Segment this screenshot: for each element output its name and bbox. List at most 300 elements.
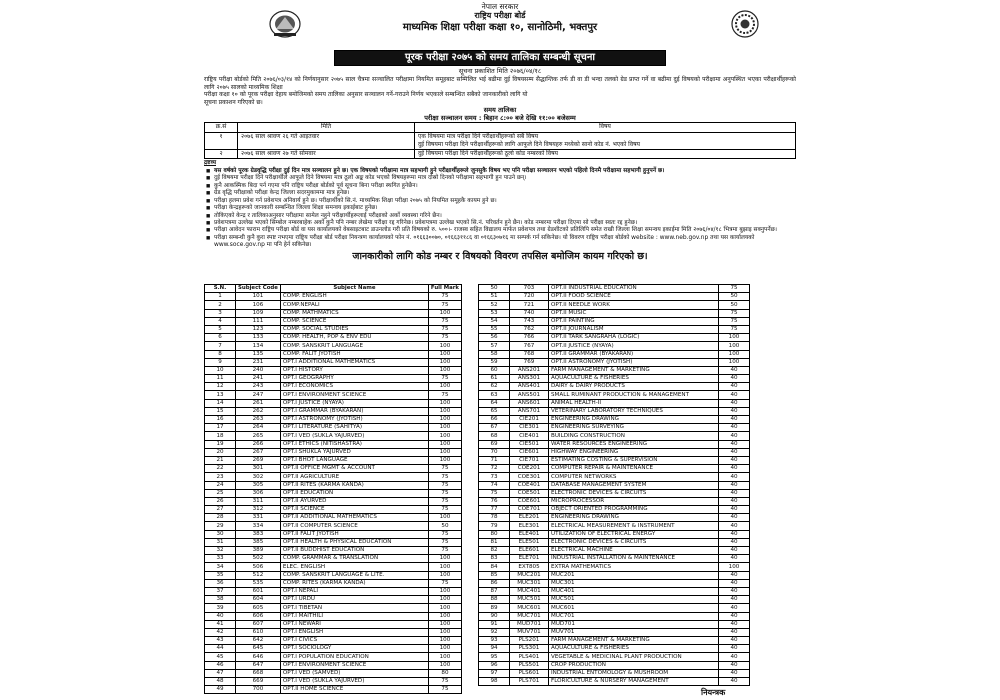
cell-code: MUC301 <box>510 579 549 587</box>
cell-code: COE201 <box>510 465 549 473</box>
cell-mark: 100 <box>719 342 750 350</box>
cell-sn: 94 <box>479 645 510 653</box>
cell-name: OPT.I HISTORY <box>280 366 428 374</box>
table-row <box>479 669 750 677</box>
cell-sn: 9 <box>205 358 236 366</box>
cell-mark: 75 <box>428 686 461 694</box>
note-item: ■ ग्रेड वृद्धि परीक्षाको परीक्षा केन्द्र जिल्ला सदरमुकाममा मात्र हुनेछ। <box>214 190 796 197</box>
info-heading: जानकारीको लागि कोड नम्बर र विषयको विवरण तपसिल बमोजिम कायम गरिएको छ। <box>352 250 648 262</box>
cell-mark: 40 <box>719 579 750 587</box>
cell-sn: 46 <box>205 661 236 669</box>
table-row <box>479 678 750 686</box>
cell-sn: 81 <box>479 538 510 546</box>
cell-name: COMP. RITES (KARMA KANDA) <box>280 579 428 587</box>
cell-code: PLS401 <box>510 653 549 661</box>
cell-code: 721 <box>510 301 549 309</box>
table-row <box>205 579 462 587</box>
cell-mark: 100 <box>428 661 461 669</box>
cell-code: MUC501 <box>510 596 549 604</box>
table-row <box>479 440 750 448</box>
cell-mark: 40 <box>719 555 750 563</box>
table-row <box>205 448 462 456</box>
neb-logo-icon <box>728 9 762 39</box>
cell-mark: 100 <box>428 637 461 645</box>
cell-name: COMPUTER NETWORKS <box>549 473 719 481</box>
cell-sn: 61 <box>479 375 510 383</box>
cell-code: ANS401 <box>510 383 549 391</box>
cell-mark: 75 <box>428 497 461 505</box>
note-item: ■ परीक्षा हलमा प्रवेश गर्न प्रवेशपत्र अनिवार्य हुने छ। परीक्षार्थीको सि.नं. माध्यमिक शिक्षा परीक्षा २०७५ को नियमित समूहकै कायम हुने छ। <box>214 198 796 205</box>
cell-code: 389 <box>236 547 281 555</box>
table-row <box>479 547 750 555</box>
table-row <box>205 604 462 612</box>
cell-name: OPT.II COMPUTER SCIENCE <box>280 522 428 530</box>
cell-code: 606 <box>236 612 281 620</box>
cell-name: MUV701 <box>549 628 719 636</box>
cell-mark: 100 <box>428 342 461 350</box>
cell-code: 231 <box>236 358 281 366</box>
cell-sn: 70 <box>479 448 510 456</box>
cell-mark: 40 <box>719 448 750 456</box>
table-row <box>205 538 462 546</box>
cell-mark: 40 <box>719 407 750 415</box>
cell-name: OPT.I ENVIRONMENT SCIENCE <box>280 391 428 399</box>
cell-name: MUC401 <box>549 587 719 595</box>
notice-title: पूरक परीक्षा २०७५ को समय तालिका सम्बन्धी सूचना <box>334 50 666 66</box>
cell-sn: 40 <box>205 612 236 620</box>
cell-code: 646 <box>236 653 281 661</box>
table-row <box>205 669 462 677</box>
table-row <box>205 293 462 301</box>
cell-sn: 26 <box>205 497 236 505</box>
cell-code: ANS601 <box>510 399 549 407</box>
table-row <box>205 473 462 481</box>
subject-table-right <box>478 284 750 686</box>
table-row <box>205 563 462 571</box>
cell-name: ENGINEERING SURVEYING <box>549 424 719 432</box>
table-row <box>205 628 462 636</box>
cell-mark: 40 <box>719 678 750 686</box>
cell-sn: 4 <box>205 317 236 325</box>
cell-code: 720 <box>510 293 549 301</box>
cell-mark: 40 <box>719 645 750 653</box>
cell-sn: 11 <box>205 375 236 383</box>
cell-sn: 52 <box>479 301 510 309</box>
table-row <box>205 555 462 563</box>
cell-name: COMP. FALIT JYOTISH <box>280 350 428 358</box>
cell-sn: 48 <box>205 678 236 686</box>
cell-name: ANIMAL HEALTH-II <box>549 399 719 407</box>
cell-name: AQUACULTURE & FISHERIES <box>549 375 719 383</box>
cell-code: 247 <box>236 391 281 399</box>
cell-name: MICROPROCESSOR <box>549 497 719 505</box>
cell-sn: 27 <box>205 506 236 514</box>
cell-sn: 28 <box>205 514 236 522</box>
govt-name: नेपाल सरकार <box>481 2 519 11</box>
cell-sn: 53 <box>479 309 510 317</box>
cell-mark: 40 <box>719 399 750 407</box>
cell-sn: 65 <box>479 407 510 415</box>
table-row <box>479 301 750 309</box>
cell-name: OPT.I MAITHILI <box>280 612 428 620</box>
table-row <box>479 350 750 358</box>
cell-code: COE501 <box>510 489 549 497</box>
note-item: ■ यस वर्षको पूरक ग्रेडवृद्धि परीक्षा दुई दिन मात्र सञ्चालन हुने छ। एक विषयको परीक्षामा मात्र सहभागी हुने परीक्षार्थीहरूले जुनसुकै विषय भए पनि परीक्षा सञ्चालन भएको पहिलो दिनमै परीक्षामा सहभागी हुनुपर्ने छ। <box>214 168 796 175</box>
cell-mark: 75 <box>428 506 461 514</box>
note-item: ■ दुई विषयमा परीक्षा दिने परीक्षार्थीले आफूले दिने विषयमा मात्र ठूलो अङ्क कोड भएको विषयहरूमा मात्र दोस्रो दिनको परीक्षामा सहभागी हुन पाउने छन्। <box>214 175 796 182</box>
schedule-subject <box>415 132 796 149</box>
cell-name: OPT.I ETHICS (NITISHASTRA) <box>280 440 428 448</box>
cell-code: CIE501 <box>510 440 549 448</box>
cell-sn: 69 <box>479 440 510 448</box>
cell-sn: 29 <box>205 522 236 530</box>
cell-mark: 75 <box>428 317 461 325</box>
cell-mark: 40 <box>719 620 750 628</box>
cell-mark: 100 <box>428 645 461 653</box>
cell-name: SMALL RUMINANT PRODUCTION & MANAGEMENT <box>549 391 719 399</box>
table-row <box>205 637 462 645</box>
cell-code: PLS601 <box>510 669 549 677</box>
cell-name: AQUACULTURE & FISHERIES <box>549 645 719 653</box>
table-row <box>479 448 750 456</box>
cell-name: OPT.II GRAMMAR (BYAKARAN) <box>549 350 719 358</box>
cell-name: FLORICULTURE & NURSERY MANAGEMENT <box>549 678 719 686</box>
cell-name: INDUSTRIAL INSTALLATION & MAINTENANCE <box>549 555 719 563</box>
cell-sn: 97 <box>479 669 510 677</box>
cell-sn: 38 <box>205 596 236 604</box>
cell-code: 605 <box>236 604 281 612</box>
intro-line: परीक्षा कक्षा १० को पूरक परीक्षा देहाय बमोजिमको समय तालिका अनुसार सञ्चालन गर्ने-गराउने निर्णय भएकाले सम्बन्धित सबैको जानकारीको लागि यो <box>204 91 528 99</box>
table-row <box>205 465 462 473</box>
cell-name: COMP. SCIENCE <box>280 317 428 325</box>
cell-sn: 30 <box>205 530 236 538</box>
cell-mark: 40 <box>719 424 750 432</box>
table-row <box>479 563 750 571</box>
cell-name: COMP. MATHMATICS <box>280 309 428 317</box>
cell-code: 267 <box>236 448 281 456</box>
cell-code: 109 <box>236 309 281 317</box>
cell-name: OPT.I ENVIRONMENT SCIENCE <box>280 661 428 669</box>
schedule-header <box>205 123 796 133</box>
cell-sn: 16 <box>205 416 236 424</box>
cell-code: ANS501 <box>510 391 549 399</box>
table-row <box>479 497 750 505</box>
cell-name: OPT.II FOOD SCIENCE <box>549 293 719 301</box>
table-row <box>479 366 750 374</box>
cell-sn: 96 <box>479 661 510 669</box>
table-row <box>479 571 750 579</box>
table-row <box>479 465 750 473</box>
cell-name: OPT.II NEEDLE WORK <box>549 301 719 309</box>
cell-name: OPT.II HOME SCIENCE <box>280 686 428 694</box>
cell-sn: 25 <box>205 489 236 497</box>
cell-sn: 33 <box>205 555 236 563</box>
cell-sn: 67 <box>479 424 510 432</box>
cell-code: 743 <box>510 317 549 325</box>
cell-code: MUC701 <box>510 612 549 620</box>
cell-mark: 40 <box>719 628 750 636</box>
government-emblem-icon <box>268 9 302 39</box>
cell-name: OPT.II RITES (KARMA KANDA) <box>280 481 428 489</box>
cell-mark: 75 <box>428 293 461 301</box>
col-date: मिति <box>238 123 415 133</box>
table-row <box>479 309 750 317</box>
cell-mark: 40 <box>719 530 750 538</box>
cell-mark: 50 <box>428 522 461 530</box>
cell-sn: 31 <box>205 538 236 546</box>
table-row <box>205 571 462 579</box>
cell-mark: 75 <box>428 334 461 342</box>
cell-name: COMP. ENGLISH <box>280 293 428 301</box>
cell-sn: 3 <box>205 309 236 317</box>
cell-name: OPT.I NEPALI <box>280 587 428 595</box>
cell-sn: 23 <box>205 473 236 481</box>
cell-sn: 71 <box>479 456 510 464</box>
cell-code: COE401 <box>510 481 549 489</box>
published-date: सूचना प्रकाशित मिति २०७६/०४/१८ <box>458 67 542 75</box>
cell-mark: 40 <box>719 456 750 464</box>
cell-name: OPT.II ADDITIONAL MATHEMATICS <box>280 514 428 522</box>
cell-name: OPT.II JOURNALISM <box>549 325 719 333</box>
table-row <box>479 612 750 620</box>
intro-line: सूचना प्रकाशन गरिएको छ। <box>204 98 263 106</box>
cell-sn: 24 <box>205 481 236 489</box>
col-sn: क्र.सं <box>205 123 238 133</box>
note-item: ■ कुनै आकस्मिक बिदा पर्न गएमा पनि राष्ट्रिय परीक्षा बोर्डको पूर्व सूचना बिना परीक्षा स्थगित हुनेछैन। <box>214 183 796 190</box>
cell-mark: 50 <box>719 293 750 301</box>
cell-code: PLS701 <box>510 678 549 686</box>
table-row <box>479 514 750 522</box>
table-row <box>205 424 462 432</box>
cell-sn: 51 <box>479 293 510 301</box>
table-row <box>205 522 462 530</box>
cell-code: CIE601 <box>510 448 549 456</box>
cell-mark: 100 <box>428 555 461 563</box>
cell-mark: 40 <box>719 514 750 522</box>
cell-name: MUC601 <box>549 604 719 612</box>
cell-name: OPT.I VED (SUKLA YAJURVED) <box>280 678 428 686</box>
table-row <box>479 473 750 481</box>
cell-name: ELECTRICAL MEASUREMENT & INSTRUMENT <box>549 522 719 530</box>
cell-mark: 100 <box>428 604 461 612</box>
cell-name: OPT.I ECONOMICS <box>280 383 428 391</box>
cell-mark: 100 <box>428 358 461 366</box>
cell-code: 101 <box>236 293 281 301</box>
notice-document <box>196 0 804 700</box>
cell-mark: 40 <box>719 489 750 497</box>
cell-code: MUV701 <box>510 628 549 636</box>
cell-sn: 66 <box>479 416 510 424</box>
table-row <box>479 334 750 342</box>
cell-code: 269 <box>236 456 281 464</box>
table-row <box>479 522 750 530</box>
cell-sn: 89 <box>479 604 510 612</box>
schedule-title: समय तालिका <box>483 106 517 115</box>
cell-sn: 59 <box>479 358 510 366</box>
cell-code: 669 <box>236 678 281 686</box>
cell-code: 767 <box>510 342 549 350</box>
cell-sn: 34 <box>205 563 236 571</box>
cell-mark: 40 <box>719 497 750 505</box>
cell-sn: 58 <box>479 350 510 358</box>
cell-code: 135 <box>236 350 281 358</box>
cell-name: OBJECT ORIENTED PROGRAMMING <box>549 506 719 514</box>
cell-sn: 49 <box>205 686 236 694</box>
cell-mark: 40 <box>719 571 750 579</box>
cell-mark: 40 <box>719 432 750 440</box>
cell-sn: 20 <box>205 448 236 456</box>
cell-mark: 75 <box>428 481 461 489</box>
cell-sn: 45 <box>205 653 236 661</box>
cell-code: 762 <box>510 325 549 333</box>
cell-sn: 87 <box>479 587 510 595</box>
cell-sn: 14 <box>205 399 236 407</box>
table-row <box>479 325 750 333</box>
cell-mark: 40 <box>719 473 750 481</box>
cell-sn: 42 <box>205 628 236 636</box>
cell-code: PLS201 <box>510 637 549 645</box>
cell-sn: 98 <box>479 678 510 686</box>
cell-mark: 75 <box>428 325 461 333</box>
cell-name: ELEC. ENGLISH <box>280 563 428 571</box>
signature: नियन्त्रक <box>701 688 726 697</box>
cell-name: OPT.I CIVICS <box>280 637 428 645</box>
cell-name: COMP. SANSKRIT LANGUAGE & LITE. <box>280 571 428 579</box>
cell-code: 263 <box>236 416 281 424</box>
cell-name: OPT.II HEALTH & PHYSICAL EDUCATION <box>280 538 428 546</box>
cell-code: CIE401 <box>510 432 549 440</box>
table-row <box>205 342 462 350</box>
cell-name: OPT.II JUSTICE (NYAYA) <box>549 342 719 350</box>
cell-name: COMP. SOCIAL STUDIES <box>280 325 428 333</box>
table-row <box>479 538 750 546</box>
cell-code: 700 <box>236 686 281 694</box>
table-row <box>479 407 750 415</box>
cell-name: MUD701 <box>549 620 719 628</box>
table-row <box>479 587 750 595</box>
cell-sn: 62 <box>479 383 510 391</box>
cell-code: 703 <box>510 285 549 293</box>
cell-code: 134 <box>236 342 281 350</box>
cell-code: 766 <box>510 334 549 342</box>
cell-sn: 7 <box>205 342 236 350</box>
cell-mark: 75 <box>428 465 461 473</box>
cell-name: COMPUTER REPAIR & MAINTENANCE <box>549 465 719 473</box>
cell-code: CIE201 <box>510 416 549 424</box>
cell-code: 506 <box>236 563 281 571</box>
table-row <box>479 579 750 587</box>
table-row <box>205 530 462 538</box>
table-row <box>479 628 750 636</box>
table-row <box>479 620 750 628</box>
cell-mark: 40 <box>719 383 750 391</box>
table-row <box>479 285 750 293</box>
cell-mark: 100 <box>428 563 461 571</box>
schedule-subject <box>415 149 796 159</box>
table-row <box>205 653 462 661</box>
cell-sn: 80 <box>479 530 510 538</box>
cell-sn: 82 <box>479 547 510 555</box>
table-row <box>205 416 462 424</box>
cell-code: 769 <box>510 358 549 366</box>
cell-name: MUC701 <box>549 612 719 620</box>
table-row <box>205 391 462 399</box>
table-row <box>205 350 462 358</box>
cell-sn: 84 <box>479 563 510 571</box>
table-row <box>205 514 462 522</box>
cell-mark: 40 <box>719 481 750 489</box>
notes-section <box>204 160 796 249</box>
cell-name: OPT.I VED (SUKLA YAJURVED) <box>280 432 428 440</box>
schedule-table <box>204 122 796 159</box>
table-row <box>205 317 462 325</box>
cell-code: 642 <box>236 637 281 645</box>
cell-mark: 100 <box>428 456 461 464</box>
table-row <box>479 530 750 538</box>
cell-sn: 78 <box>479 514 510 522</box>
table-row <box>205 456 462 464</box>
table-row <box>479 358 750 366</box>
cell-mark: 100 <box>428 366 461 374</box>
cell-name: ENGINEERING DRAWING <box>549 514 719 522</box>
cell-name: OPT.I ADDITIONAL MATHEMATICS <box>280 358 428 366</box>
cell-name: DATABASE MANAGEMENT SYSTEM <box>549 481 719 489</box>
cell-sn: 39 <box>205 604 236 612</box>
cell-sn: 95 <box>479 653 510 661</box>
cell-name: OPT.II ASTRONOMY (JYOTISH) <box>549 358 719 366</box>
table-row <box>479 375 750 383</box>
cell-mark: 75 <box>428 473 461 481</box>
cell-code: 607 <box>236 620 281 628</box>
note-item: ■ तोकिएको केन्द्र र तालिकाअनुसार परीक्षामा सामेल नहुने परीक्षार्थीहरूलाई परीक्षाको अर्को व्यवस्था गरिने छैन। <box>214 213 796 220</box>
cell-code: 647 <box>236 661 281 669</box>
cell-code: ELE401 <box>510 530 549 538</box>
table-row <box>479 399 750 407</box>
cell-mark: 100 <box>428 407 461 415</box>
cell-code: 312 <box>236 506 281 514</box>
table-row <box>479 481 750 489</box>
cell-name: CROP PRODUCTION <box>549 661 719 669</box>
cell-mark: 75 <box>428 391 461 399</box>
cell-name: OPT.II PAINTING <box>549 317 719 325</box>
cell-mark: 75 <box>428 538 461 546</box>
table-row <box>205 686 462 694</box>
cell-name: OPT.I BHOT LANGUAGE <box>280 456 428 464</box>
cell-code: COE301 <box>510 473 549 481</box>
cell-mark: 100 <box>428 440 461 448</box>
cell-code: 261 <box>236 399 281 407</box>
cell-sn: 43 <box>205 637 236 645</box>
cell-name: COMP. HEALTH, POP & ENV EDU <box>280 334 428 342</box>
cell-code: MUD701 <box>510 620 549 628</box>
table-row <box>479 432 750 440</box>
cell-sn: 10 <box>205 366 236 374</box>
cell-code: EXT805 <box>510 563 549 571</box>
cell-sn: 21 <box>205 456 236 464</box>
table-row <box>205 440 462 448</box>
cell-mark: 100 <box>428 612 461 620</box>
schedule-sn: २ <box>205 149 238 159</box>
table-row <box>205 432 462 440</box>
cell-code: MUC601 <box>510 604 549 612</box>
cell-sn: 18 <box>205 432 236 440</box>
cell-sn: 19 <box>205 440 236 448</box>
cell-name: ESTIMATING COSTING & SUPERVISION <box>549 456 719 464</box>
subject-table-left <box>204 284 462 694</box>
cell-mark: 40 <box>719 375 750 383</box>
cell-name: OPT.I POPULATION EDUCATION <box>280 653 428 661</box>
cell-sn: 74 <box>479 481 510 489</box>
